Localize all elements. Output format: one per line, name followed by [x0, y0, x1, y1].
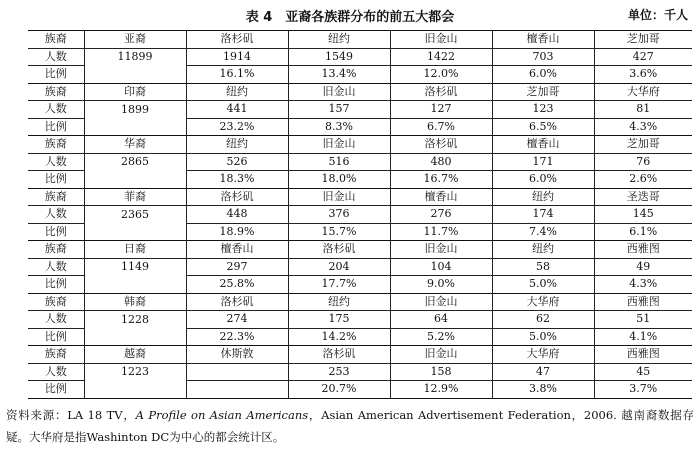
group-total: 1223: [84, 363, 186, 381]
count-row: [28, 258, 692, 276]
city-ratio: 12.9%: [390, 381, 492, 399]
row-label-ratio: 比例: [28, 276, 84, 294]
city-name: 圣迭哥: [594, 188, 692, 206]
city-count: 376: [288, 206, 390, 224]
ratio-row: [28, 328, 692, 346]
city-count: 274: [186, 311, 288, 329]
city-ratio: 3.6%: [594, 66, 692, 84]
city-count: 47: [492, 363, 594, 381]
city-count: 62: [492, 311, 594, 329]
city-name: 芝加哥: [594, 136, 692, 154]
row-label-ratio: 比例: [28, 328, 84, 346]
note-suffix: ，Asian American Advertisement Federation，2006. 越南裔数据存疑。大华府是指Washinton DC为中心的都会统计区。: [6, 408, 694, 444]
blank-cell: [84, 171, 186, 189]
city-ratio: 14.2%: [288, 328, 390, 346]
group-header-row: [28, 83, 692, 101]
table-title: 表 4 亚裔各族群分布的前五大都会: [245, 10, 455, 25]
city-name: 纽约: [186, 136, 288, 154]
city-ratio: 16.1%: [186, 66, 288, 84]
city-ratio: 5.0%: [492, 328, 594, 346]
city-ratio: 18.9%: [186, 223, 288, 241]
city-ratio: 4.3%: [594, 276, 692, 294]
city-name: 洛杉矶: [288, 241, 390, 259]
city-count: 1914: [186, 48, 288, 66]
group-header-row: [28, 241, 692, 259]
note-italic-title: A Profile on Asian Americans: [135, 408, 309, 422]
ratio-row: [28, 66, 692, 84]
blank-cell: [84, 223, 186, 241]
city-ratio: 13.4%: [288, 66, 390, 84]
blank-cell: [84, 381, 186, 399]
city-count: 516: [288, 153, 390, 171]
blank-cell: [84, 276, 186, 294]
city-count: 49: [594, 258, 692, 276]
blank-cell: [84, 118, 186, 136]
city-name: 檀香山: [492, 136, 594, 154]
city-name: 纽约: [288, 31, 390, 49]
row-label-ratio: 比例: [28, 171, 84, 189]
city-count: 81: [594, 101, 692, 119]
city-ratio: 4.3%: [594, 118, 692, 136]
city-count: 76: [594, 153, 692, 171]
city-count: 1422: [390, 48, 492, 66]
ratio-row: [28, 381, 692, 399]
ratio-row: [28, 171, 692, 189]
count-row: [28, 311, 692, 329]
city-name: 纽约: [492, 188, 594, 206]
city-ratio: 6.0%: [492, 66, 594, 84]
city-name: 檀香山: [390, 188, 492, 206]
distribution-table: [28, 30, 692, 399]
city-ratio: 6.5%: [492, 118, 594, 136]
group-name: 亚裔: [84, 31, 186, 49]
row-label-group: 族裔: [28, 136, 84, 154]
title-row: [0, 4, 700, 26]
group-name: 菲裔: [84, 188, 186, 206]
row-label-ratio: 比例: [28, 381, 84, 399]
city-count: 253: [288, 363, 390, 381]
table-body: [28, 31, 692, 399]
city-count: 145: [594, 206, 692, 224]
city-count: 51: [594, 311, 692, 329]
row-label-count: 人数: [28, 258, 84, 276]
row-label-group: 族裔: [28, 83, 84, 101]
city-count: 174: [492, 206, 594, 224]
city-name: 纽约: [492, 241, 594, 259]
city-name: 旧金山: [288, 188, 390, 206]
city-count: 45: [594, 363, 692, 381]
city-name: 旧金山: [288, 83, 390, 101]
count-row: [28, 206, 692, 224]
city-count: 58: [492, 258, 594, 276]
city-name: 西雅图: [594, 293, 692, 311]
city-count: 703: [492, 48, 594, 66]
city-count: 175: [288, 311, 390, 329]
city-name: 大华府: [594, 83, 692, 101]
city-count: 1549: [288, 48, 390, 66]
city-name: 旧金山: [390, 241, 492, 259]
group-name: 韩裔: [84, 293, 186, 311]
group-total: 2865: [84, 153, 186, 171]
group-total: 2365: [84, 206, 186, 224]
row-label-count: 人数: [28, 153, 84, 171]
city-name: 旧金山: [288, 136, 390, 154]
row-label-count: 人数: [28, 363, 84, 381]
city-ratio: 22.3%: [186, 328, 288, 346]
row-label-group: 族裔: [28, 293, 84, 311]
city-name: 洛杉矶: [186, 31, 288, 49]
row-label-group: 族裔: [28, 31, 84, 49]
city-count: 127: [390, 101, 492, 119]
city-ratio: 3.8%: [492, 381, 594, 399]
city-count: 526: [186, 153, 288, 171]
city-name: 旧金山: [390, 293, 492, 311]
city-count: 64: [390, 311, 492, 329]
ratio-row: [28, 223, 692, 241]
row-label-count: 人数: [28, 206, 84, 224]
city-ratio: 18.3%: [186, 171, 288, 189]
city-ratio: 9.0%: [390, 276, 492, 294]
city-ratio: 17.7%: [288, 276, 390, 294]
blank-cell: [84, 328, 186, 346]
city-ratio: 20.7%: [288, 381, 390, 399]
city-ratio: 7.4%: [492, 223, 594, 241]
city-ratio: 5.2%: [390, 328, 492, 346]
group-total: 1899: [84, 101, 186, 119]
row-label-ratio: 比例: [28, 223, 84, 241]
city-ratio: [186, 381, 288, 399]
city-count: 276: [390, 206, 492, 224]
city-ratio: 15.7%: [288, 223, 390, 241]
city-count: 297: [186, 258, 288, 276]
group-total: 1228: [84, 311, 186, 329]
city-name: 檀香山: [492, 31, 594, 49]
city-ratio: 8.3%: [288, 118, 390, 136]
city-name: 西雅图: [594, 346, 692, 364]
city-ratio: 16.7%: [390, 171, 492, 189]
row-label-count: 人数: [28, 311, 84, 329]
group-name: 华裔: [84, 136, 186, 154]
city-count: 158: [390, 363, 492, 381]
row-label-ratio: 比例: [28, 66, 84, 84]
group-header-row: [28, 136, 692, 154]
city-name: 纽约: [186, 83, 288, 101]
group-header-row: [28, 293, 692, 311]
city-name: 旧金山: [390, 346, 492, 364]
city-name: 洛杉矶: [186, 293, 288, 311]
note-prefix: 资料来源：LA 18 TV，: [6, 408, 136, 422]
city-count: 204: [288, 258, 390, 276]
city-name: 檀香山: [186, 241, 288, 259]
row-label-count: 人数: [28, 101, 84, 119]
city-ratio: 18.0%: [288, 171, 390, 189]
city-name: 洛杉矶: [288, 346, 390, 364]
group-total: 1149: [84, 258, 186, 276]
city-count: 157: [288, 101, 390, 119]
city-name: 纽约: [288, 293, 390, 311]
row-label-count: 人数: [28, 48, 84, 66]
city-name: 大华府: [492, 346, 594, 364]
count-row: [28, 363, 692, 381]
group-header-row: [28, 346, 692, 364]
city-ratio: 25.8%: [186, 276, 288, 294]
city-name: 休斯敦: [186, 346, 288, 364]
group-header-row: [28, 31, 692, 49]
city-ratio: 5.0%: [492, 276, 594, 294]
city-ratio: 3.7%: [594, 381, 692, 399]
city-ratio: 6.1%: [594, 223, 692, 241]
city-name: 洛杉矶: [390, 83, 492, 101]
blank-cell: [84, 66, 186, 84]
city-name: 芝加哥: [594, 31, 692, 49]
city-ratio: 4.1%: [594, 328, 692, 346]
city-name: 旧金山: [390, 31, 492, 49]
group-name: 印裔: [84, 83, 186, 101]
row-label-group: 族裔: [28, 188, 84, 206]
group-header-row: [28, 188, 692, 206]
city-count: 480: [390, 153, 492, 171]
group-total: 11899: [84, 48, 186, 66]
city-count: 448: [186, 206, 288, 224]
city-name: 大华府: [492, 293, 594, 311]
ratio-row: [28, 118, 692, 136]
city-count: 123: [492, 101, 594, 119]
city-name: 洛杉矶: [186, 188, 288, 206]
group-name: 日裔: [84, 241, 186, 259]
row-label-group: 族裔: [28, 346, 84, 364]
city-name: 芝加哥: [492, 83, 594, 101]
unit-label: 单位：千人: [627, 8, 688, 22]
city-count: 171: [492, 153, 594, 171]
row-label-ratio: 比例: [28, 118, 84, 136]
city-ratio: 6.7%: [390, 118, 492, 136]
city-name: 洛杉矶: [390, 136, 492, 154]
city-count: [186, 363, 288, 381]
city-count: 427: [594, 48, 692, 66]
count-row: [28, 153, 692, 171]
city-ratio: 12.0%: [390, 66, 492, 84]
city-count: 441: [186, 101, 288, 119]
count-row: [28, 48, 692, 66]
city-ratio: 2.6%: [594, 171, 692, 189]
city-ratio: 6.0%: [492, 171, 594, 189]
city-ratio: 11.7%: [390, 223, 492, 241]
city-ratio: 23.2%: [186, 118, 288, 136]
count-row: [28, 101, 692, 119]
group-name: 越裔: [84, 346, 186, 364]
city-count: 104: [390, 258, 492, 276]
ratio-row: [28, 276, 692, 294]
row-label-group: 族裔: [28, 241, 84, 259]
source-note: [6, 404, 694, 448]
city-name: 西雅图: [594, 241, 692, 259]
